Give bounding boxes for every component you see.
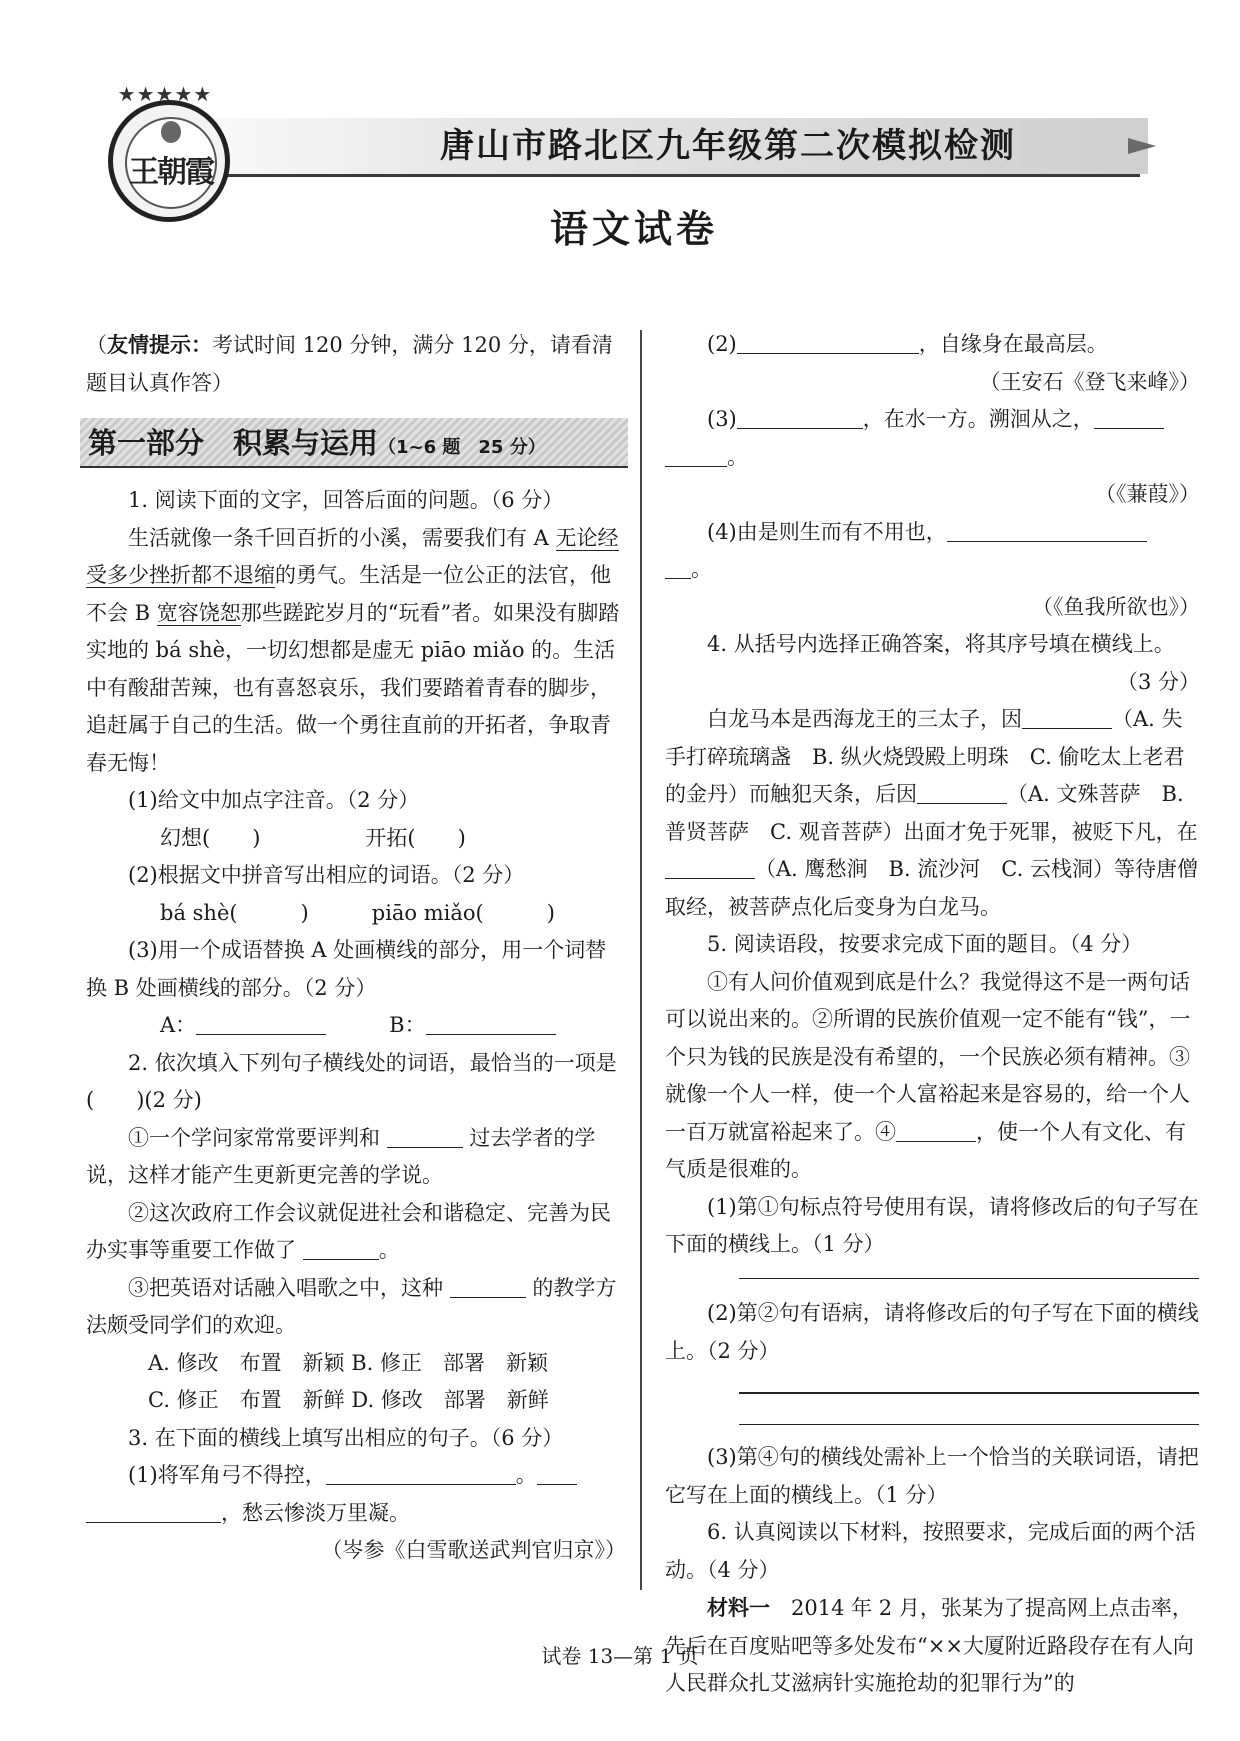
q5-sub2-answer-line-2[interactable] (739, 1424, 1199, 1426)
q2-blank-3[interactable] (450, 1276, 526, 1298)
q6-stem: 6. 认真阅读以下材料，按照要求，完成后面的两个活动。（4 分） (665, 1520, 1196, 1582)
q3-stem: 3. 在下面的横线上填写出相应的句子。（6 分） (128, 1425, 564, 1450)
q1-b-blank[interactable] (426, 1013, 556, 1035)
q1-sub2: (2)根据文中拼音写出相应的词语。（2 分） (128, 863, 525, 887)
q4-stem: 4. 从括号内选择正确答案，将其序号填在横线上。 (707, 632, 1175, 656)
q3-source-4: （《鱼我所欲也》） (1032, 594, 1200, 619)
q2-item-text: ②这次政府工作会议就促进社会和谐稳定、完善为民办实事等重要工作做了 (86, 1200, 611, 1262)
page-subtitle: 语文试卷 (550, 207, 719, 251)
q1-a-label: A： (160, 1013, 197, 1037)
tip-label: 友情提示： (107, 332, 212, 357)
q3-source-1: （岑参《白雪歌送武判官归京》） (321, 1538, 626, 1562)
q4-text: （A. 文殊菩萨 B. 普贤菩萨 C. 观音菩萨）出面才免于死罪，被贬下凡，在 (665, 782, 1198, 844)
q1-passage-part: 生活就像一条千回百折的小溪，需要我们有 A (128, 525, 556, 550)
section-title: 第一部分 积累与运用 (88, 426, 379, 460)
q4-text: （A. 鹰愁涧 B. 流沙河 C. 云栈洞）等待唐僧取经，被菩萨点化后变身为白龙马。 (665, 857, 1198, 919)
q2-stem: 2. 依次填入下列句子横线处的词语，最恰当的一项是( )(2 分) (86, 1050, 617, 1112)
logo-seal (108, 100, 230, 222)
q4-text: （A. 失手打碎琉璃盏 B. 纵火烧毁殿上明珠 C. 偷吃太上老君的金丹）而触犯天条，后因 (665, 707, 1185, 806)
q5-sub1-answer-line[interactable] (739, 1278, 1199, 1280)
left-column (86, 326, 626, 1570)
q5-text: ，使一个人有文化、有气质是很难的。 (665, 1119, 1186, 1181)
logo-text: 王朝霞 (129, 155, 213, 190)
section-header (80, 418, 628, 468)
q2-option-a[interactable]: A. 修改 布置 新颖 (148, 1350, 345, 1375)
q2-option-b[interactable]: B. 修正 部署 新颖 (351, 1350, 548, 1375)
q2-item-text: ①一个学问家常常要评判和 (128, 1125, 380, 1150)
q2-item-text: ③把英语对话融入唱歌之中，这种 (128, 1275, 443, 1300)
q3-source-2: （王安石《登飞来峰》） (979, 369, 1200, 394)
q2-option-c[interactable]: C. 修正 布置 新鲜 (148, 1388, 345, 1412)
tip-body: 考试时间 120 分钟，满分 120 分，请看清题目认真作答） (86, 333, 613, 395)
q3-item-text: ，愁云惨淡万里凝。 (221, 1500, 410, 1525)
q1-sub1-answer-row[interactable]: 幻想( ) 开拓( ) (160, 825, 466, 850)
q2-item-text: 过去学者的学说，这样才能产生更新更完善的学说。 (86, 1125, 596, 1187)
q4-blank-1[interactable] (1022, 707, 1112, 729)
q2-options-row-1 (86, 1345, 626, 1383)
q2-item-1 (86, 1120, 626, 1195)
q1-passage-part: 那些蹉跎岁月的“玩看”者。如果没有脚踏实地的 bá shè，一切幻想都是虚无 piāo miǎo 的。生活中有酸甜苦辣，也有喜怒哀乐，我们要踏着青春的脚步，追赶属于自己的生活。做一个勇往直前的开拓者，争取青春无悔！ (86, 600, 620, 775)
q3-item-text: 。 (691, 557, 712, 581)
q3-item-2 (665, 326, 1200, 364)
q4-blank-2[interactable] (917, 782, 1007, 804)
logo-inner-ring (125, 117, 217, 209)
q5-passage (665, 964, 1200, 1189)
column-divider (640, 330, 642, 1590)
q3-item-text: (1)将军角弓不得控， (128, 1463, 326, 1487)
q1-a-blank[interactable] (196, 1013, 326, 1035)
section-score: （1~6 题 25 分） (378, 437, 546, 458)
q1-sub3: (3)用一个成语替换 A 处画横线的部分，用一个词替换 B 处画横线的部分。（2 分） (86, 938, 607, 1000)
q3-item-4-cont (665, 551, 1200, 589)
q1-sub1: (1)给文中加点字注音。（2 分） (128, 788, 420, 812)
q4-text: 白龙马本是西海龙王的三太子，因 (707, 707, 1022, 731)
q5-stem: 5. 阅读语段，按要求完成下面的题目。（4 分） (707, 932, 1143, 956)
q6-material-body: 2014 年 2 月，张某为了提高网上点击率，先后在百度贴吧等多处发布“××大厦附近路段存在有人向人民群众扎艾滋病针实施抢劫的犯罪行为”的 (665, 1596, 1194, 1695)
q4-score: （3 分） (1116, 669, 1200, 694)
q3-item-3-cont (665, 439, 1200, 477)
q5-text: ①有人问价值观到底是什么？我觉得这不是一两句话可以说出来的。②所谓的民族价值观一定不能有“钱”，一个只为钱的民族是没有希望的，一个民族必须有精神。③就像一个人一样，使一个人富裕起来是容易的，给一个人一百万就富裕起来了。④ (665, 969, 1191, 1144)
q3-item-1-cont (86, 1495, 626, 1533)
q3-item-1 (86, 1457, 626, 1495)
q5-sub1: (1)第①句标点符号使用有误，请将修改后的句子写在下面的横线上。（1 分） (665, 1194, 1199, 1256)
q3-item-text: (2) (707, 332, 737, 356)
q5-blank[interactable] (896, 1120, 976, 1142)
q3-item-text: (4)由是则生而有不用也， (707, 519, 947, 544)
q3-item-3 (665, 401, 1200, 439)
q5-sub3: (3)第④句的横线处需补上一个恰当的关联词语，请把它写在上面的横线上。（1 分） (665, 1445, 1199, 1507)
q3-blank-1c[interactable] (86, 1501, 221, 1523)
tip: （友情提示：考试时间 120 分钟，满分 120 分，请看清题目认真作答） (86, 332, 613, 395)
q3-blank-1a[interactable] (326, 1463, 516, 1485)
q3-blank-1b[interactable] (537, 1463, 577, 1485)
q1-passage-part: 的勇气。生活是一位公正的法官，他不会 B (86, 563, 611, 625)
q3-item-text: ，自缘身在最高层。 (918, 332, 1108, 356)
q2-item-3 (86, 1270, 626, 1345)
q3-item-4 (665, 514, 1200, 552)
q1-sub2-answer-row[interactable]: bá shè( ) piāo miǎo( ) (160, 900, 555, 925)
q3-item-text: 。 (515, 1463, 537, 1487)
q5-sub2: (2)第②句有语病，请将修改后的句子写在下面的横线上。（2 分） (665, 1301, 1199, 1363)
q3-source-3: （《蒹葭》） (1095, 482, 1200, 506)
q3-blank-4b[interactable] (665, 557, 691, 579)
q5-sub2-answer-line-1[interactable] (739, 1392, 1199, 1394)
q3-item-text: (3) (707, 407, 737, 431)
q3-blank-3a[interactable] (737, 407, 863, 429)
header-rule (180, 174, 1140, 177)
q1-passage (86, 520, 626, 783)
q1-stem: 1. 阅读下面的文字，回答后面的问题。（6 分） (128, 488, 564, 512)
q2-options-row-2 (86, 1382, 626, 1420)
logo-portrait-icon (161, 121, 181, 143)
q3-blank-3b[interactable] (1094, 407, 1164, 429)
q6-material-label: 材料一 (707, 1595, 770, 1620)
q3-item-text: 。 (727, 444, 748, 469)
logo-stars-icon: ★★★★★ (117, 82, 213, 106)
page-footer: 试卷 13—第 1 页 (541, 1644, 699, 1668)
q2-item-text: 。 (378, 1238, 400, 1262)
q2-item-text: 的教学方法颇受同学们的欢迎。 (86, 1275, 617, 1337)
q2-blank-2[interactable] (303, 1238, 379, 1260)
q4-passage (665, 701, 1200, 926)
q2-item-2 (86, 1195, 626, 1270)
q1-underline-a: 无论经受多少挫折都不退缩 (86, 525, 619, 587)
q1-b-label: B： (389, 1013, 426, 1037)
q4-blank-3[interactable] (665, 857, 755, 879)
q3-blank-2[interactable] (737, 332, 919, 354)
header-arrow-icon (1128, 138, 1156, 154)
q1-sub3-answer-row (86, 1007, 626, 1045)
right-column (665, 326, 1200, 1703)
q1-underline-b: 宽容饶恕 (156, 600, 241, 625)
q3-blank-4a[interactable] (947, 520, 1147, 542)
q2-blank-1[interactable] (387, 1126, 463, 1148)
q3-item-text: ，在水一方。溯洄从之， (862, 407, 1094, 431)
q3-blank-3c[interactable] (665, 445, 727, 467)
q2-option-d[interactable]: D. 修改 部署 新鲜 (351, 1388, 549, 1412)
page-title: 唐山市路北区九年级第二次模拟检测 (440, 126, 1016, 166)
